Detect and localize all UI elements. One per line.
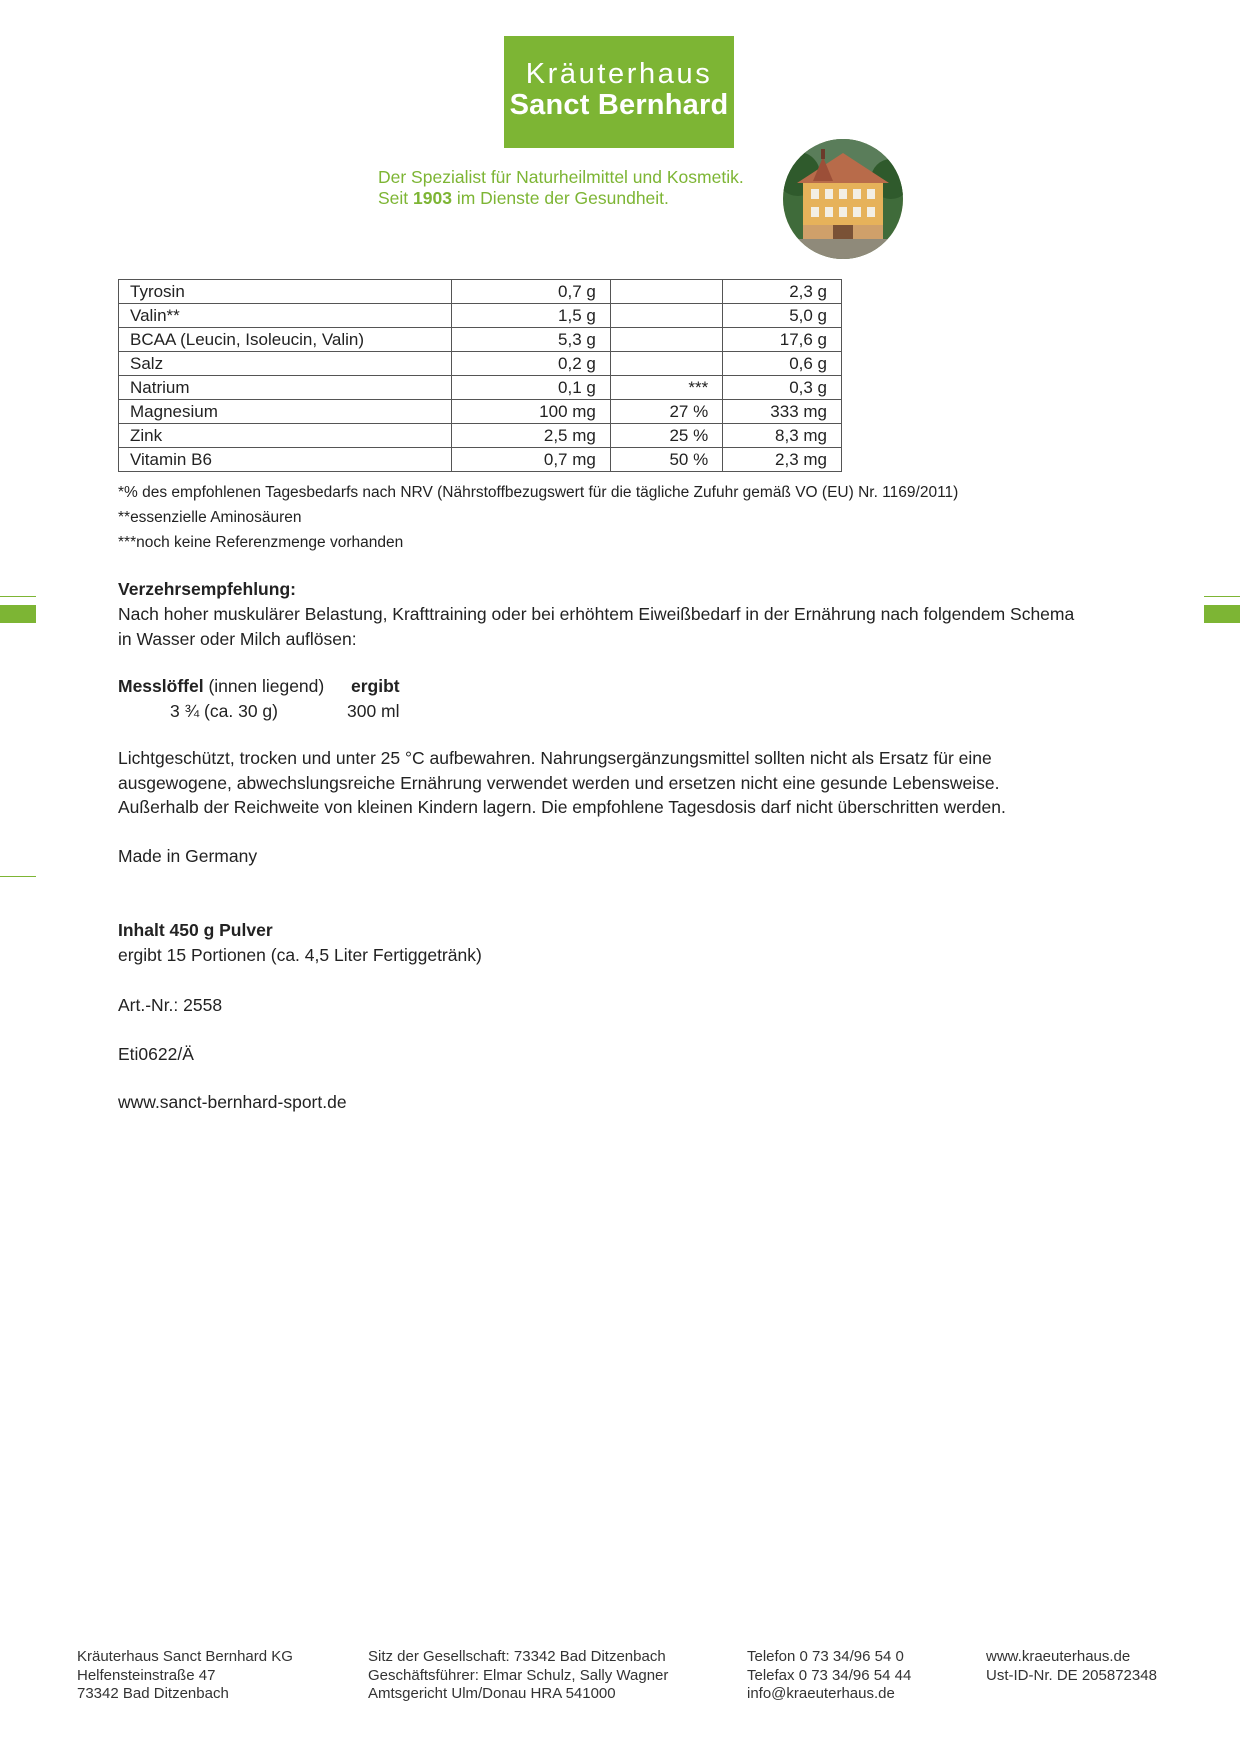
usage-heading: Verzehrsempfehlung: — [118, 579, 296, 599]
website-link[interactable]: www.sanct-bernhard-sport.de — [118, 1092, 347, 1112]
brand-logo — [504, 36, 734, 148]
origin: Made in Germany — [118, 846, 258, 866]
amount-per-day: 17,6 g — [723, 328, 842, 352]
amount-per-day: 0,6 g — [723, 352, 842, 376]
footer-vat-id: Ust-ID-Nr. DE 205872348 — [986, 1666, 1157, 1684]
storage-line2: ausgewogene, abwechslungsreiche Ernährung verwendet werden und ersetzen nicht eine gesunde Lebensweise. — [118, 773, 1000, 793]
amount-per-portion: 5,3 g — [452, 328, 610, 352]
nutrient-name: Valin** — [119, 304, 452, 328]
nutrient-name: Zink — [119, 424, 452, 448]
nutrition-table — [118, 279, 842, 472]
nutrient-name: Salz — [119, 352, 452, 376]
tagline-line2 — [378, 188, 744, 209]
usage-table-header-col1 — [118, 674, 324, 699]
footer-contact — [747, 1648, 911, 1704]
nutrition-row — [119, 400, 842, 424]
nrv-percent: 25 % — [610, 424, 722, 448]
amount-per-portion: 0,7 mg — [452, 448, 610, 472]
amount-per-day: 8,3 mg — [723, 424, 842, 448]
amount-per-day: 5,0 g — [723, 304, 842, 328]
amount-per-portion: 0,2 g — [452, 352, 610, 376]
usage-result: 300 ml — [347, 701, 400, 721]
footer-email[interactable]: info@kraeuterhaus.de — [747, 1685, 895, 1702]
scoop-label: Messlöffel — [118, 676, 204, 696]
footer-managers: Geschäftsführer: Elmar Schulz, Sally Wagner — [368, 1666, 669, 1684]
nutrition-row — [119, 376, 842, 400]
nrv-percent: 50 % — [610, 448, 722, 472]
amount-per-portion: 1,5 g — [452, 304, 610, 328]
footer-company-name: Kräuterhaus Sanct Bernhard KG — [77, 1648, 293, 1665]
footnote-nrv: *% des empfohlenen Tagesbedarfs nach NRV (Nährstoffbezugswert für die tägliche Zufuhr gemäß VO (EU) Nr. 1169/2011) — [118, 484, 959, 501]
footer-fax: Telefax 0 73 34/96 54 44 — [747, 1666, 912, 1684]
building-illustration — [783, 139, 903, 259]
footer-web — [986, 1648, 1157, 1685]
content-heading: Inhalt 450 g Pulver — [118, 920, 273, 940]
amount-per-day: 333 mg — [723, 400, 842, 424]
footer-website[interactable]: www.kraeuterhaus.de — [986, 1648, 1131, 1665]
scoop-note: (innen liegend) — [203, 676, 325, 696]
right-fold-line — [1204, 596, 1240, 597]
footer-seat: Sitz der Gesellschaft: 73342 Bad Ditzenbach — [368, 1648, 666, 1665]
building-photo — [783, 139, 903, 259]
brand-name-line1: Kräuterhaus — [525, 58, 713, 90]
usage-line2: in Wasser oder Milch auflösen: — [118, 629, 357, 649]
footnote-amino: **essenzielle Aminosäuren — [118, 509, 302, 526]
amount-per-portion: 0,7 g — [452, 280, 610, 304]
amount-per-portion: 0,1 g — [452, 376, 610, 400]
label-code: Eti0622/Ä — [118, 1044, 194, 1064]
brand-name-line2: Sanct Bernhard — [509, 89, 729, 121]
nrv-percent — [610, 280, 722, 304]
footer-company — [77, 1648, 293, 1704]
usage-line1: Nach hoher muskulärer Belastung, Krafttraining oder bei erhöhtem Eiweißbedarf in der Ernährung nach folgendem Schema — [118, 604, 1075, 624]
nutrient-name: Natrium — [119, 376, 452, 400]
content-portions: ergibt 15 Portionen (ca. 4,5 Liter Fertiggetränk) — [118, 945, 482, 965]
footer-phone: Telefon 0 73 34/96 54 0 — [747, 1648, 904, 1665]
left-fold-marker — [0, 605, 36, 623]
usage-amount: 3 ¾ (ca. 30 g) — [170, 701, 278, 721]
footnote-reference: ***noch keine Referenzmenge vorhanden — [118, 534, 404, 551]
nrv-percent — [610, 304, 722, 328]
footer-register: Amtsgericht Ulm/Donau HRA 541000 — [368, 1685, 616, 1702]
left-fold-line — [0, 596, 36, 597]
footer-street: Helfensteinstraße 47 — [77, 1666, 216, 1684]
amount-per-portion: 100 mg — [452, 400, 610, 424]
nutrient-name: BCAA (Leucin, Isoleucin, Valin) — [119, 328, 452, 352]
nrv-percent: 27 % — [610, 400, 722, 424]
storage-line3: Außerhalb der Reichweite von kleinen Kindern lagern. Die empfohlene Tagesdosis darf nicht überschritten werden. — [118, 797, 1006, 817]
nutrition-row — [119, 448, 842, 472]
nutrient-name: Magnesium — [119, 400, 452, 424]
tagline-suffix: im Dienste der Gesundheit. — [456, 188, 669, 208]
amount-per-day: 2,3 mg — [723, 448, 842, 472]
tagline-year: 1903 — [413, 188, 452, 208]
footer-legal — [368, 1648, 668, 1704]
storage-line1: Lichtgeschützt, trocken und unter 25 °C aufbewahren. Nahrungsergänzungsmittel sollten nicht als Ersatz für eine — [118, 748, 992, 768]
nrv-percent: *** — [610, 376, 722, 400]
usage-table-header-col2: ergibt — [351, 676, 400, 696]
amount-per-day: 2,3 g — [723, 280, 842, 304]
nrv-percent — [610, 352, 722, 376]
nutrition-row — [119, 304, 842, 328]
tagline-line1: Der Spezialist für Naturheilmittel und Kosmetik. — [378, 167, 744, 187]
nrv-percent — [610, 328, 722, 352]
nutrient-name: Tyrosin — [119, 280, 452, 304]
tagline-prefix: Seit — [378, 188, 409, 208]
right-fold-marker — [1204, 605, 1240, 623]
nutrition-row — [119, 328, 842, 352]
nutrition-row — [119, 352, 842, 376]
nutrition-row — [119, 424, 842, 448]
nutrition-row — [119, 280, 842, 304]
footer-city: 73342 Bad Ditzenbach — [77, 1685, 229, 1702]
amount-per-portion: 2,5 mg — [452, 424, 610, 448]
nutrient-name: Vitamin B6 — [119, 448, 452, 472]
left-punch-line — [0, 876, 36, 877]
amount-per-day: 0,3 g — [723, 376, 842, 400]
article-number: Art.-Nr.: 2558 — [118, 995, 223, 1015]
tagline — [378, 167, 744, 209]
